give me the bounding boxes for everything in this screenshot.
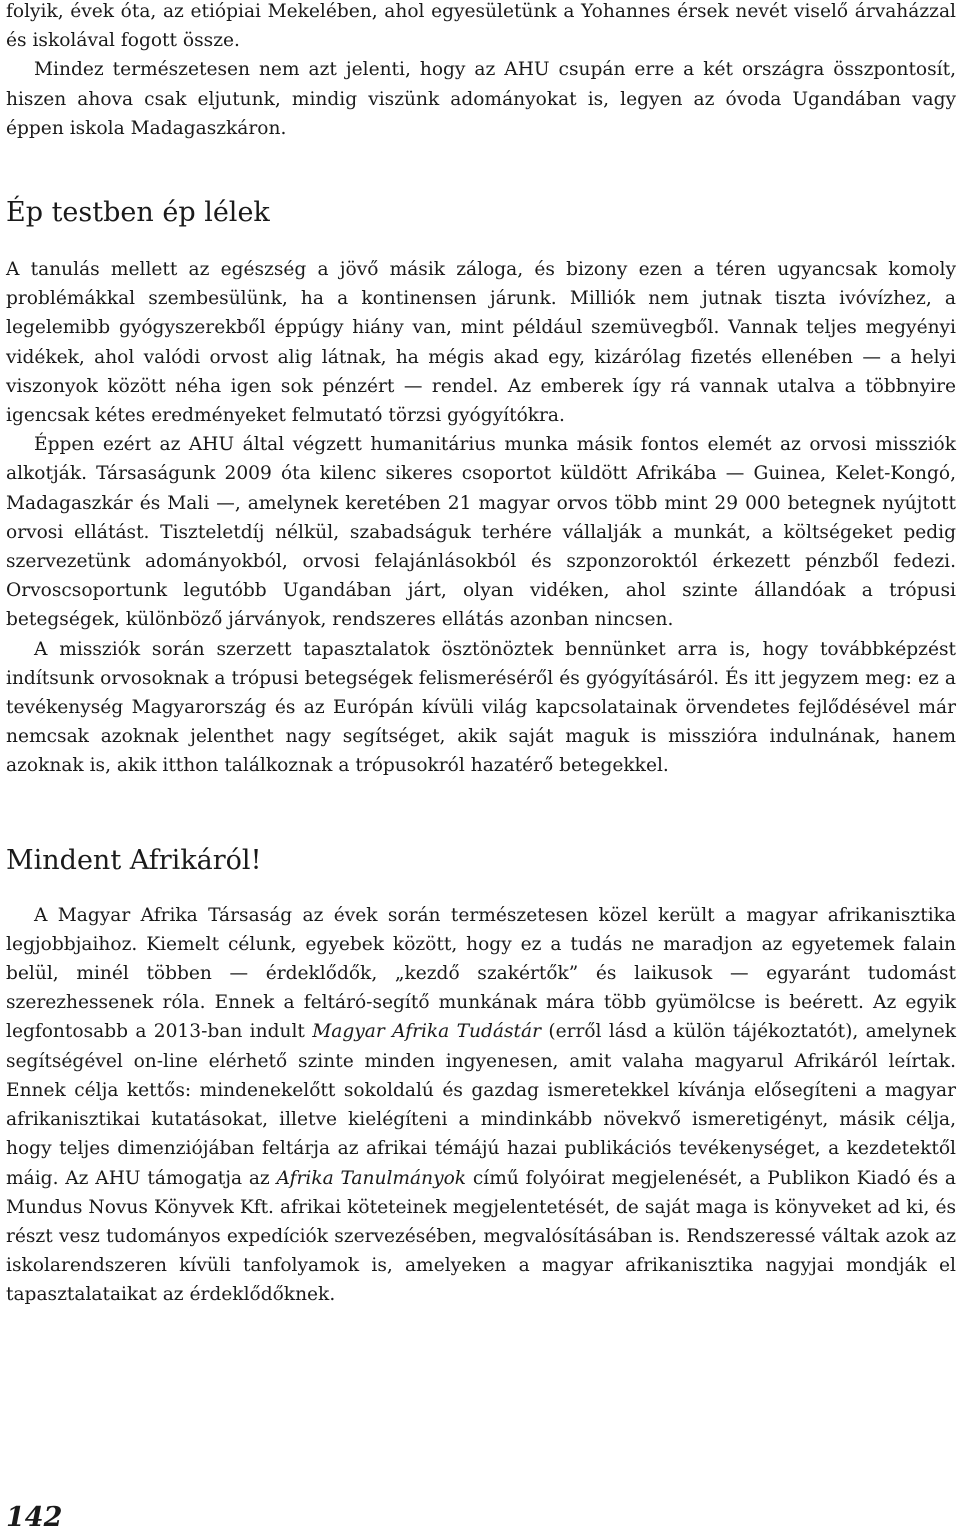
africa-text-part-2: (erről lásd a külön tájékoztatót), amelynek segítségével on-line elérhető szinte minden ingyenesen, amit valaha magyarul Afrikáról leírtak. Ennek célja kettős: mindenekelőtt sokoldalú és gazdag ismeretekkel kívánja elősegíteni a magyar afrikanisztikai kutatásokat, illetve kielégíteni a mindinkább növekvő ismeretigényt, másik célja, hogy teljes dimenziójában feltárja az afrikai témájú hazai publikációs tevékenységet, a kezdetektől máig. Az AHU támogatja az xyxy=(6,1021,956,1189)
health-paragraph-1: A tanulás mellett az egészség a jövő másik záloga, és bizony ezen a téren ugyancsak komoly problémákkal szembesülünk, ha a kontinensen járunk. Milliók nem jutnak tiszta ivóvízhez, a legelemibb gyógyszerekből éppúgy hiány van, mint például szemüvegből. Vannak teljes megyényi vidékek, ahol valódi orvost alig látnak, ha mégis akad egy, kizárólag fizetés ellenében — a helyi viszonyok között néha igen sok pénzért — rendel. Az emberek így rá vannak utalva a többnyire igencsak kétes eredményeket felmutató törzsi gyógyítókra. xyxy=(6,259,956,427)
health-paragraph-2: Éppen ezért az AHU által végzett humanitárius munka másik fontos elemét az orvosi missziók alkotják. Társaságunk 2009 óta kilenc sikeres csoportot küldött Afrikába — Guinea, Kelet-Kongó, Madagaszkár és Mali —, amelynek keretében 21 magyar orvos több mint 29 000 betegnek nyújtott orvosi ellátást. Tiszteletdíj nélkül, szabadságuk terhére vállalják a munkát, a költségeket pedig szervezetünk adományokból, orvosi felajánlásokból és szponzoroktól érkezett pénzből fedezi. Orvoscsoportunk legutóbb Ugandában járt, olyan vidéken, ahol szinte állandóak a trópusi betegségek, különböző járványok, rendszeres ellátás azonban nincsen. xyxy=(6,434,956,631)
knowledge-base-title: Magyar Afrika Tudástár xyxy=(312,1021,541,1043)
journal-title: Afrika Tanulmányok xyxy=(276,1167,467,1189)
intro-paragraph-1: folyik, évek óta, az etiópiai Mekelében, ahol egyesületünk a Yohannes érsek nevét viselő árvaházzal és iskolával fogott össze. xyxy=(6,1,956,52)
health-paragraph-3: A missziók során szerzett tapasztalatok ösztönöztek bennünket arra is, hogy továbbképzést indítsunk orvosoknak a trópusi betegségek felismeréséről és gyógyításáról. És itt jegyzem meg: ez a tevékenység Magyarország és az Európán kívüli világ kapcsolatainak örvendetes fejlődésével már nemcsak azoknak jelenthet nagy segítséget, akik saját maguk is misszióra indulnának, hanem azoknak is, akik itthon találkoznak a trópusokról hazatérő betegekkel. xyxy=(6,638,956,777)
section-heading-africa: Mindent Afrikáról! xyxy=(6,844,262,876)
document-page xyxy=(6,0,956,1310)
section-heading-health: Ép testben ép lélek xyxy=(6,197,270,229)
africa-paragraph-1 xyxy=(6,901,956,1310)
africa-text-part-1: A Magyar Afrika Társaság az évek során természetesen közel került a magyar afrikanisztika legjobbjaihoz. Kiemelt célunk, egyebek között, hogy ez a tudás ne maradjon az egyetemek falain belül, minél többen — érdeklődők, „kezdő szakértők” és laikusok — egyaránt tudomást szerezhessenek róla. Ennek a feltáró-segítő munkának mára több gyümölcse is beérett. Az egyik legfontosabb a 2013-ban indult xyxy=(6,904,956,1043)
africa-text-part-3: című folyóirat megjelenését, a Publikon Kiadó és a Mundus Novus Könyvek Kft. afrikai köteteinek megjelentetését, de saját maga is könyveket ad ki, és részt vesz tudományos expedíciók szervezésében, megvalósításában is. Rendszeressé váltak azok az iskolarendszeren kívüli tanfolyamok is, amelyeken a magyar afrikanisztika nagyjai mondják el tapasztalataikat az érdeklődőknek. xyxy=(6,1167,957,1306)
page-number: 142 xyxy=(6,1502,63,1533)
intro-paragraph-2: Mindez természetesen nem azt jelenti, hogy az AHU csupán erre a két országra összpontosít, hiszen ahova csak eljutunk, mindig viszünk adományokat is, legyen az óvoda Ugandában vagy éppen iskola Madagaszkáron. xyxy=(6,59,956,139)
